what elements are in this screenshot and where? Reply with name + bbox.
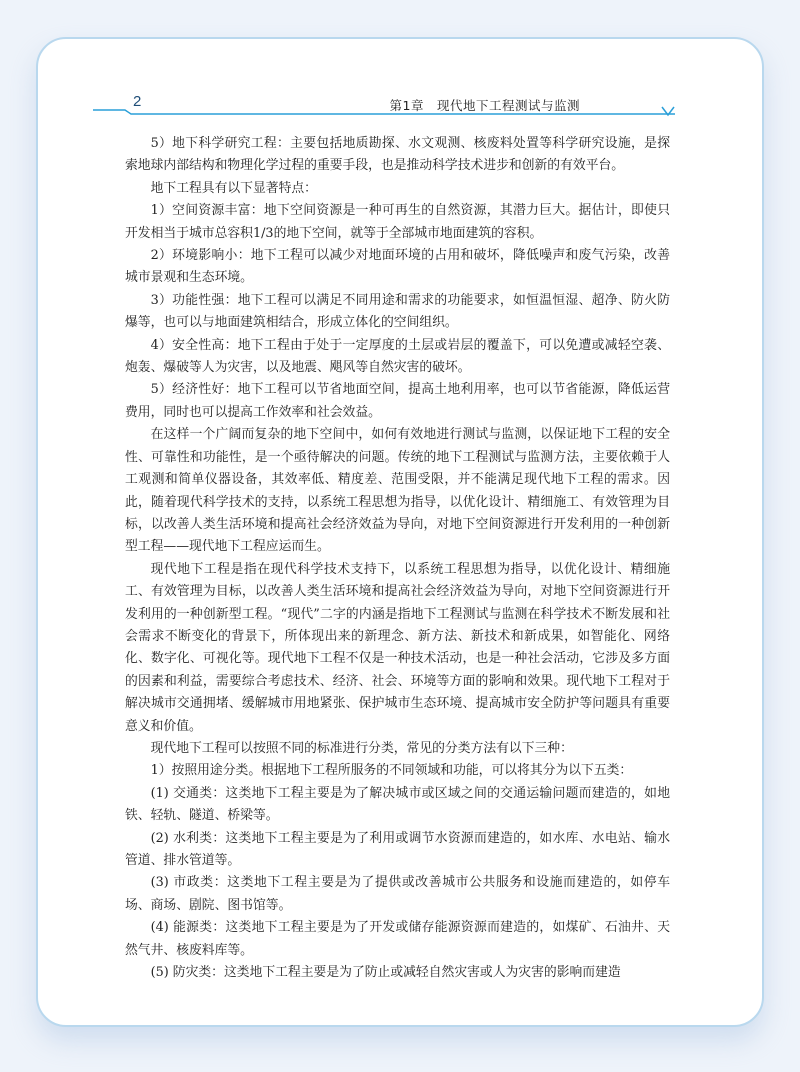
- paragraph: (2) 水利类：这类地下工程主要是为了利用或调节水资源而建造的，如水库、水电站、输水管道、排水管道等。: [125, 830, 670, 868]
- paragraph: 现代地下工程可以按照不同的标准进行分类，常见的分类方法有以下三种：: [150, 740, 573, 756]
- body-text: [125, 133, 670, 984]
- page-number: 2: [133, 93, 142, 110]
- paragraph: 2）环境影响小：地下工程可以减少对地面环境的占用和破坏，降低噪声和废气污染，改善城市景观和生态环境。: [125, 248, 670, 286]
- paragraph: 1）空间资源丰富：地下空间资源是一种可再生的自然资源，其潜力巨大。据估计，即使只开发相当于城市总容积1/3的地下空间，就等于全部城市地面建筑的容积。: [125, 203, 670, 241]
- page-header: [93, 90, 675, 122]
- paragraph: 地下工程具有以下显著特点：: [150, 180, 317, 196]
- paragraph: 4）安全性高：地下工程由于处于一定厚度的土层或岩层的覆盖下，可以免遭或减轻空袭、炮轰、爆破等人为灾害，以及地震、飓风等自然灾害的破坏。: [125, 337, 670, 376]
- paragraph: 5）地下科学研究工程：主要包括地质勘探、水文观测、核废料处置等科学研究设施，是探索地球内部结构和物理化学过程的重要手段，也是推动科学技术进步和创新的有效平台。: [125, 136, 670, 174]
- paragraph: (3) 市政类：这类地下工程主要是为了提供或改善城市公共服务和设施而建造的，如停车场、商场、剧院、图书馆等。: [125, 875, 670, 913]
- header-rule: [93, 108, 675, 116]
- paragraph: 1）按照用途分类。根据地下工程所服务的不同领域和功能，可以将其分为以下五类：: [150, 763, 633, 779]
- chevron-down-icon: [661, 106, 675, 118]
- paragraph: (1) 交通类：这类地下工程主要是为了解决城市或区域之间的交通运输问题而建造的，如地铁、轻轨、隧道、桥梁等。: [125, 785, 670, 824]
- paragraph: 3）功能性强：地下工程可以满足不同用途和需求的功能要求，如恒温恒湿、超净、防火防爆等，也可以与地面建筑相结合，形成立体化的空间组织。: [125, 292, 670, 331]
- paragraph: 在这样一个广阔而复杂的地下空间中，如何有效地进行测试与监测，以保证地下工程的安全性、可靠性和功能性，是一个亟待解决的问题。传统的地下工程测试与监测方法，主要依赖于人工观测和简单仪器设备，其效率低、精度差、范围受限，并不能满足现代地下工程的需求。因此，随着现代科学技术的支持，以系统工程思想为指导，以优化设计、精细施工、有效管理为目标，以改善人类生活环境和提高社会经济效益为导向，对地下空间资源进行开发利用的一种创新型工程——现代地下工程应运而生。: [125, 427, 670, 555]
- paragraph: 5）经济性好：地下工程可以节省地面空间，提高土地利用率，也可以节省能源，降低运营费用，同时也可以提高工作效率和社会效益。: [125, 382, 670, 420]
- paragraph: 现代地下工程是指在现代科学技术支持下，以系统工程思想为指导，以优化设计、精细施工、有效管理为目标，以改善人类生活环境和提高社会经济效益为导向，对地下空间资源进行开发利用的一种创新型工程。“现代”二字的内涵是指地下工程测试与监测在科学技术不断发展和社会需求不断变化的背景下，所体现出来的新理念、新方法、新技术和新成果，如智能化、网络化、数字化、可视化等。现代地下工程不仅是一种技术活动，也是一种社会活动，它涉及多方面的因素和利益，需要综合考虑技术、经济、社会、环境等方面的影响和效果。现代地下工程对于解决城市交通拥堵、缓解城市用地紧张、保护城市生态环境、提高城市安全防护等问题具有重要意义和价值。: [125, 561, 670, 734]
- paragraph: (5) 防灾类：这类地下工程主要是为了防止或减轻自然灾害或人为灾害的影响而建造: [150, 965, 621, 981]
- chapter-title: 第1章 现代地下工程测试与监测: [389, 98, 580, 113]
- paragraph: (4) 能源类：这类地下工程主要是为了开发或储存能源资源而建造的，如煤矿、石油井、天然气井、核废料库等。: [125, 920, 670, 958]
